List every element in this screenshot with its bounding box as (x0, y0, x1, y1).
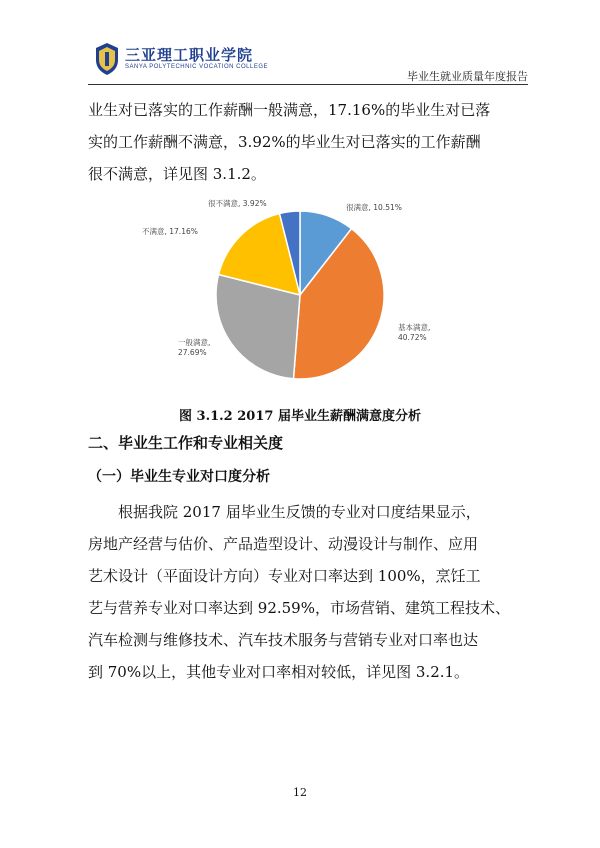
pie-label-1: 很满意, 10.51% (346, 203, 402, 212)
school-name-cn: 三亚理工职业学院 (125, 46, 254, 64)
pie-label-5: 很不满意, 3.92% (208, 199, 267, 208)
pie-label-2: 基本满意, 40.72% (398, 323, 431, 342)
page-header (88, 40, 528, 94)
school-name-en: SANYA POLYTECHNIC VOCATION COLLEGE (125, 64, 269, 70)
text-line: 房地产经营与估价、产品造型设计、动漫设计与制作、应用 (88, 535, 479, 553)
section-heading: 二、毕业生工作和专业相关度 (88, 434, 284, 452)
pie-label-3: 一般满意, 27.69% (178, 338, 211, 357)
text-line: 很不满意，详见图 3.1.2。 (88, 165, 266, 183)
intro-paragraph (88, 94, 518, 190)
text-line: 艺与营养专业对口率达到 92.59%，市场营销、建筑工程技术、 (88, 599, 510, 617)
college-logo-icon (94, 42, 120, 76)
text-line: 根据我院 2017 届毕业生反馈的专业对口度结果显示， (118, 503, 481, 521)
subsection-heading: （一）毕业生专业对口度分析 (88, 469, 270, 485)
text-line: 艺术设计（平面设计方向）专业对口率达到 100%，烹饪工 (88, 567, 481, 585)
text-line: 业生对已落实的工作薪酬一般满意，17.16%的毕业生对已落 (88, 101, 491, 119)
figure-caption: 图 3.1.2 2017 届毕业生薪酬满意度分析 (179, 409, 421, 424)
page-number: 12 (293, 786, 307, 799)
pie-label-4: 不满意, 17.16% (142, 227, 198, 236)
text-line: 到 70%以上，其他专业对口率相对较低，详见图 3.2.1。 (88, 663, 470, 681)
text-line: 实的工作薪酬不满意，3.92%的毕业生对已落实的工作薪酬 (88, 133, 481, 151)
text-line: 汽车检测与维修技术、汽车技术服务与营销专业对口率也达 (88, 631, 479, 649)
pie-chart (140, 190, 460, 400)
header-rule (88, 84, 528, 85)
report-title: 毕业生就业质量年度报告 (407, 70, 528, 83)
body-paragraph (88, 496, 518, 688)
